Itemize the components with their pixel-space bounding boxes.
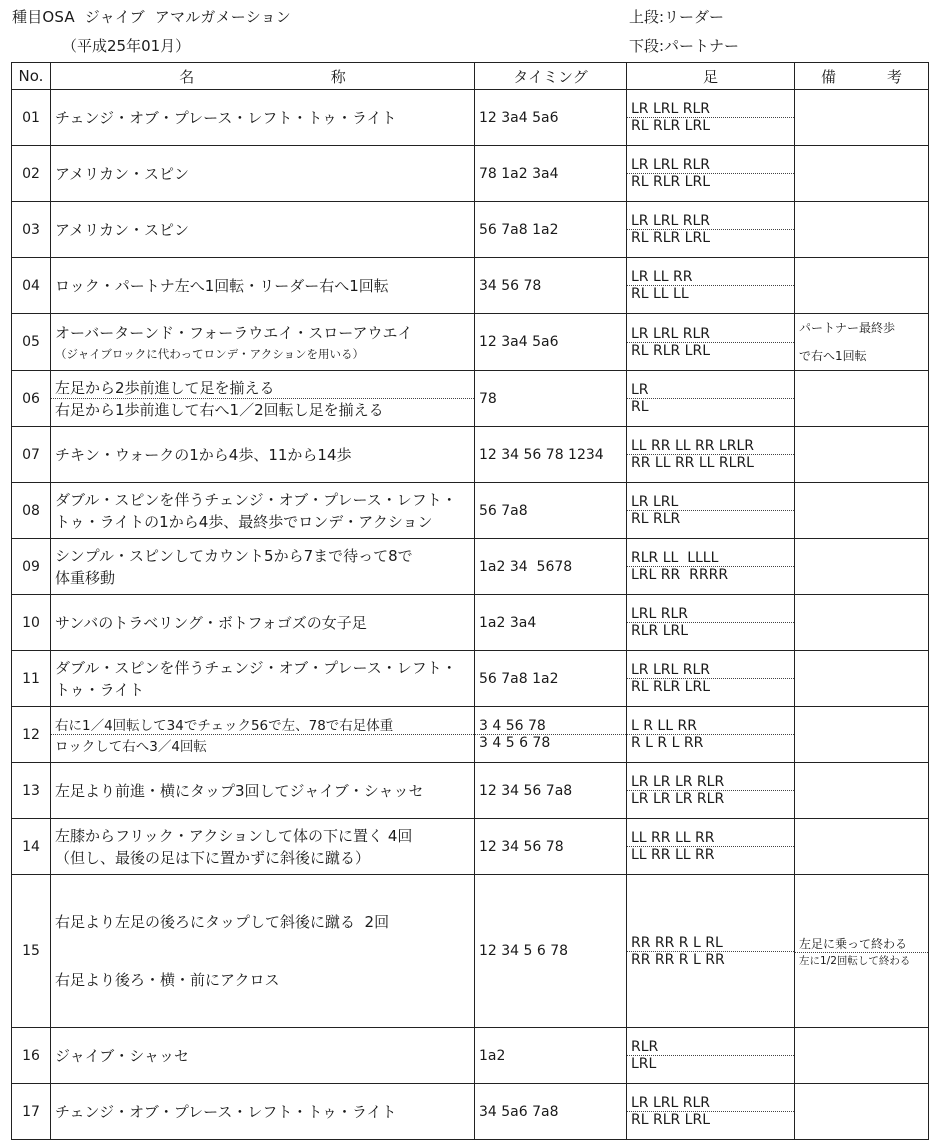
row-number: 05 (12, 314, 51, 371)
foot (627, 1028, 795, 1084)
foot-leader: RR RR R L RL (627, 935, 794, 952)
foot-leader: LR LRL RLR (627, 1095, 794, 1112)
timing: 12 34 5 6 78 (475, 875, 627, 1028)
table-row (12, 819, 929, 875)
timing: 78 (475, 371, 627, 427)
table-row (12, 707, 929, 763)
timing: 56 7a8 1a2 (475, 651, 627, 707)
figure-name (51, 371, 475, 427)
notes-line1: パートナー最終歩 (799, 321, 896, 335)
row-number: 15 (12, 875, 51, 1028)
notes (795, 707, 929, 763)
notes (795, 371, 929, 427)
foot (627, 595, 795, 651)
foot (627, 258, 795, 314)
foot-leader: LR LRL (627, 494, 794, 511)
figure-name: アメリカン・スピン (51, 202, 475, 258)
figure-name-line2: トゥ・ライト (55, 680, 145, 699)
row-number: 10 (12, 595, 51, 651)
timing: 34 56 78 (475, 258, 627, 314)
notes (795, 483, 929, 539)
table-row (12, 595, 929, 651)
figure-name (51, 483, 475, 539)
table-row (12, 539, 929, 595)
table-row (12, 146, 929, 202)
figure-name (51, 875, 475, 1028)
figure-name-main: オーバーターンド・フォーラウエイ・スローアウエイ (55, 324, 413, 342)
row-number: 13 (12, 763, 51, 819)
timing: 56 7a8 1a2 (475, 202, 627, 258)
figure-name (51, 539, 475, 595)
figure-name (51, 314, 475, 371)
timing: 12 34 56 78 (475, 819, 627, 875)
foot-partner: RR RR R L RR (631, 951, 725, 968)
figure-name: ロック・パートナ左へ1回転・リーダー右へ1回転 (51, 258, 475, 314)
col-header-foot: 足 (627, 63, 795, 90)
foot-partner: RL LL LL (631, 286, 689, 302)
legend-leader: 上段:リーダー (629, 8, 725, 26)
foot-partner: RL RLR LRL (631, 118, 711, 134)
timing: 1a2 (475, 1028, 627, 1084)
foot (627, 819, 795, 875)
notes (795, 202, 929, 258)
timing: 12 34 56 78 1234 (475, 427, 627, 483)
col-header-notes-b: 考 (886, 67, 902, 86)
row-number: 08 (12, 483, 51, 539)
foot-partner: RL RLR LRL (631, 1112, 711, 1128)
timing: 56 7a8 (475, 483, 627, 539)
document-date: （平成25年01月） (62, 37, 191, 55)
col-header-no: No. (12, 63, 51, 90)
foot-leader: LL RR LL RR (627, 830, 794, 847)
figure-name: サンバのトラベリング・ボトフォゴズの女子足 (51, 595, 475, 651)
notes-leader: 左足に乗って終わる (795, 935, 928, 953)
figure-name-line1: シンプル・スピンしてカウント5から7まで待って8で (55, 546, 413, 565)
timing: 1a2 3a4 (475, 595, 627, 651)
row-number: 12 (12, 707, 51, 763)
row-number: 03 (12, 202, 51, 258)
figure-name: 左足より前進・横にタップ3回してジャイブ・シャッセ (51, 763, 475, 819)
foot-leader: LR LRL RLR (627, 662, 794, 679)
foot-partner: RL RLR (631, 511, 681, 527)
foot (627, 314, 795, 371)
figure-name-line2: 体重移動 (55, 568, 116, 587)
row-number: 02 (12, 146, 51, 202)
foot-partner: LRL RR RRRR (631, 567, 729, 583)
notes (795, 427, 929, 483)
row-number: 17 (12, 1084, 51, 1140)
figure-name-line2: トゥ・ライトの1から4歩、最終歩でロンデ・アクション (55, 512, 433, 531)
foot-partner: LL RR LL RR (631, 847, 715, 863)
timing (475, 707, 627, 763)
col-header-notes-a: 備 (821, 67, 837, 86)
foot-leader: RLR (627, 1039, 794, 1056)
figure-name-line1: 左膝からフリック・アクションして体の下に置く 4回 (55, 826, 413, 845)
row-number: 11 (12, 651, 51, 707)
row-number: 07 (12, 427, 51, 483)
foot-partner: RL (631, 399, 649, 415)
timing-partner: 3 4 5 6 78 (479, 735, 551, 751)
notes (795, 539, 929, 595)
col-header-name (51, 63, 475, 90)
legend-partner: 下段:パートナー (629, 37, 740, 55)
notes (795, 763, 929, 819)
row-number: 01 (12, 90, 51, 146)
notes (795, 314, 929, 371)
figure-name-line1: ダブル・スピンを伴うチェンジ・オブ・プレース・レフト・ (55, 658, 457, 677)
foot-leader: LL RR LL RR LRLR (627, 438, 794, 455)
foot-leader: LR LRL RLR (627, 213, 794, 230)
foot-partner: RL RLR LRL (631, 174, 711, 190)
table-row (12, 371, 929, 427)
foot (627, 763, 795, 819)
foot-leader: LR LR LR RLR (627, 774, 794, 791)
row-number: 09 (12, 539, 51, 595)
timing: 34 5a6 7a8 (475, 1084, 627, 1140)
row-number: 06 (12, 371, 51, 427)
timing: 12 3a4 5a6 (475, 314, 627, 371)
foot-leader: LR (627, 382, 794, 399)
timing-leader: 3 4 56 78 (475, 718, 626, 735)
foot-partner: LRL (631, 1056, 657, 1072)
table-row (12, 258, 929, 314)
table-row (12, 651, 929, 707)
notes (795, 1084, 929, 1140)
table-row (12, 483, 929, 539)
table-row (12, 1028, 929, 1084)
foot-partner: R L R L RR (631, 735, 704, 751)
table-row (12, 90, 929, 146)
foot (627, 146, 795, 202)
foot-leader: LR LL RR (627, 269, 794, 286)
figure-name-line2: （但し、最後の足は下に置かずに斜後に蹴る） (55, 848, 371, 867)
table-row (12, 875, 929, 1028)
table-row (12, 1084, 929, 1140)
notes (795, 819, 929, 875)
figure-name (51, 707, 475, 763)
notes (795, 90, 929, 146)
foot-partner: RL RLR LRL (631, 679, 711, 695)
foot (627, 1084, 795, 1140)
notes (795, 651, 929, 707)
foot-partner: RL RLR LRL (631, 230, 711, 246)
foot-leader: LR LRL RLR (627, 157, 794, 174)
figure-name (51, 819, 475, 875)
figure-name: チェンジ・オブ・プレース・レフト・トゥ・ライト (51, 90, 475, 146)
timing: 12 3a4 5a6 (475, 90, 627, 146)
foot-leader: LRL RLR (627, 606, 794, 623)
foot-leader: LR LRL RLR (627, 101, 794, 118)
table-row (12, 763, 929, 819)
col-header-notes (795, 63, 929, 90)
foot-partner: RLR LRL (631, 623, 689, 639)
notes-line2: で右へ1回転 (799, 349, 867, 363)
table-row (12, 202, 929, 258)
foot (627, 875, 795, 1028)
foot-leader: LR LRL RLR (627, 326, 794, 343)
table-row (12, 314, 929, 371)
foot (627, 707, 795, 763)
figure-name-partner: 右足から1歩前進して右へ1／2回転し足を揃える (55, 401, 384, 419)
timing: 12 34 56 7a8 (475, 763, 627, 819)
steps-table (11, 62, 929, 1140)
notes (795, 1028, 929, 1084)
document-title: 種目OSA ジャイブ アマルガメーション (12, 8, 291, 26)
row-number: 04 (12, 258, 51, 314)
col-header-name-a: 名 (179, 67, 195, 86)
foot-partner: LR LR LR RLR (631, 791, 725, 807)
figure-name-line2: 右足より後ろ・横・前にアクロス (55, 971, 280, 989)
foot (627, 651, 795, 707)
notes (795, 258, 929, 314)
row-number: 14 (12, 819, 51, 875)
notes (795, 595, 929, 651)
foot-partner: RL RLR LRL (631, 342, 711, 359)
col-header-timing: タイミング (475, 63, 627, 90)
figure-name-line1: ダブル・スピンを伴うチェンジ・オブ・プレース・レフト・ (55, 490, 457, 509)
figure-name-leader: 右に1／4回転して34でチェック56で左、78で右足体重 (51, 714, 474, 735)
table-row (12, 427, 929, 483)
figure-name: ジャイブ・シャッセ (51, 1028, 475, 1084)
figure-name: チキン・ウォークの1から4歩、11から14歩 (51, 427, 475, 483)
figure-name: チェンジ・オブ・プレース・レフト・トゥ・ライト (51, 1084, 475, 1140)
table-header-row (12, 63, 929, 90)
foot (627, 371, 795, 427)
timing: 1a2 34 5678 (475, 539, 627, 595)
foot (627, 483, 795, 539)
row-number: 16 (12, 1028, 51, 1084)
figure-name-leader: 左足から2歩前進して足を揃える (51, 377, 474, 399)
foot-partner: RR LL RR LL RLRL (631, 455, 754, 471)
col-header-name-b: 称 (330, 67, 346, 86)
notes (795, 875, 929, 1028)
foot (627, 202, 795, 258)
notes (795, 146, 929, 202)
figure-name: アメリカン・スピン (51, 146, 475, 202)
foot (627, 90, 795, 146)
figure-name-partner: ロックして右へ3／4回転 (55, 739, 207, 755)
foot (627, 427, 795, 483)
figure-name-sub: （ジャイブロックに代わってロンデ・アクションを用いる） (55, 347, 365, 361)
notes-partner: 左に1/2回転して終わる (799, 954, 911, 967)
foot-leader: RLR LL LLLL (627, 550, 794, 567)
foot (627, 539, 795, 595)
figure-name (51, 651, 475, 707)
foot-leader: L R LL RR (627, 718, 794, 735)
figure-name-line1: 右足より左足の後ろにタップして斜後に蹴る 2回 (55, 913, 390, 931)
timing: 78 1a2 3a4 (475, 146, 627, 202)
